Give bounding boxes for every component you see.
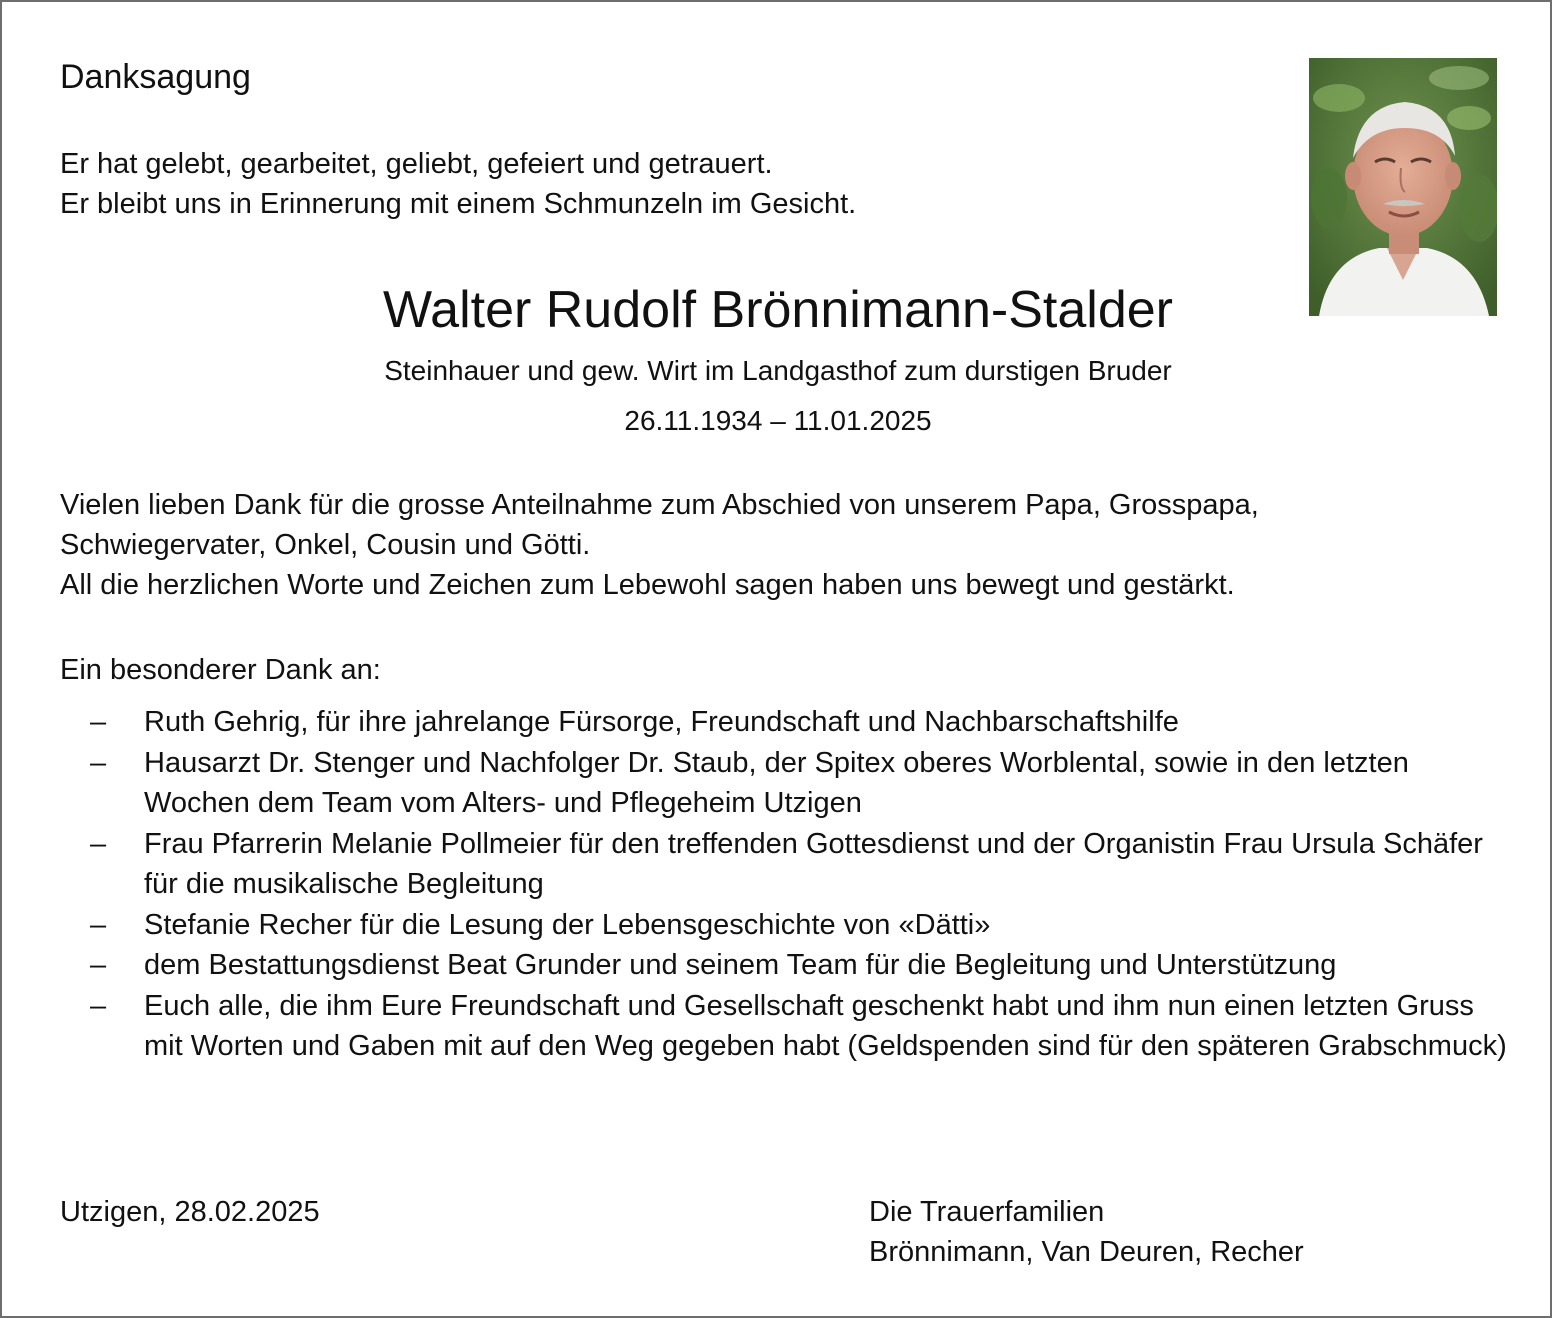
list-item xyxy=(60,986,1510,1067)
intro-text xyxy=(60,144,856,224)
notice-heading: Danksagung xyxy=(60,58,251,96)
list-item-text: Ruth Gehrig, für ihre jahrelange Fürsorge, Freundschaft und Nachbarschaftshilfe xyxy=(144,706,1179,738)
list-item-text: dem Bestattungsdienst Beat Grunder und seinem Team für die Begleitung und Unterstützung xyxy=(144,949,1337,981)
life-dates: 26.11.1934 – 11.01.2025 xyxy=(624,405,932,436)
list-item xyxy=(60,743,1510,824)
list-item-text: Euch alle, die ihm Eure Freundschaft und Gesellschaft geschenkt habt und ihm nun einen letzten Gruss mit Worten und Gaben mit auf den Weg gegeben habt (Geldspenden sind für den späteren Grabschmuck) xyxy=(144,989,1507,1062)
thank-you-paragraph xyxy=(60,485,1259,605)
list-item xyxy=(60,702,1510,743)
portrait-photo xyxy=(1309,58,1497,316)
list-item xyxy=(60,905,1510,946)
deceased-name: Walter Rudolf Brönnimann-Stalder xyxy=(383,281,1173,339)
list-item xyxy=(60,824,1510,905)
list-item-text: Stefanie Recher für die Lesung der Lebensgeschichte von «Dätti» xyxy=(144,908,991,941)
dash-bullet: – xyxy=(90,706,107,738)
dash-bullet: – xyxy=(90,827,107,860)
dash-bullet: – xyxy=(90,989,107,1022)
dash-bullet: – xyxy=(90,949,107,981)
place-and-date: Utzigen, 28.02.2025 xyxy=(60,1196,320,1228)
signature-line: Die Trauerfamilien xyxy=(869,1196,1105,1228)
special-thanks-list xyxy=(60,702,1510,1067)
list-item-text: Frau Pfarrerin Melanie Pollmeier für den treffenden Gottesdienst und der Organistin Frau Ursula Schäfer für die musikalische Begleitung xyxy=(144,827,1483,900)
dash-bullet: – xyxy=(90,908,107,941)
paragraph-line: Vielen lieben Dank für die grosse Anteilnahme zum Abschied von unserem Papa, Grosspapa, xyxy=(60,489,1259,521)
list-item xyxy=(60,945,1510,986)
deceased-occupation: Steinhauer und gew. Wirt im Landgasthof zum durstigen Bruder xyxy=(384,355,1172,386)
intro-line: Er hat gelebt, gearbeitet, geliebt, gefeiert und getrauert. xyxy=(60,148,773,180)
special-thanks-heading: Ein besonderer Dank an: xyxy=(60,654,381,686)
dash-bullet: – xyxy=(90,746,107,779)
family-signature xyxy=(869,1192,1304,1272)
intro-line: Er bleibt uns in Erinnerung mit einem Schmunzeln im Gesicht. xyxy=(60,188,857,220)
paragraph-line: All die herzlichen Worte und Zeichen zum Lebewohl sagen haben uns bewegt und gestärkt. xyxy=(60,569,1235,601)
list-item-text: Hausarzt Dr. Stenger und Nachfolger Dr. Staub, der Spitex oberes Worblental, sowie in den letzten Wochen dem Team vom Alters- und Pflegeheim Utzigen xyxy=(144,746,1409,819)
signature-line: Brönnimann, Van Deuren, Recher xyxy=(869,1236,1304,1268)
paragraph-line: Schwiegervater, Onkel, Cousin und Götti. xyxy=(60,529,591,561)
